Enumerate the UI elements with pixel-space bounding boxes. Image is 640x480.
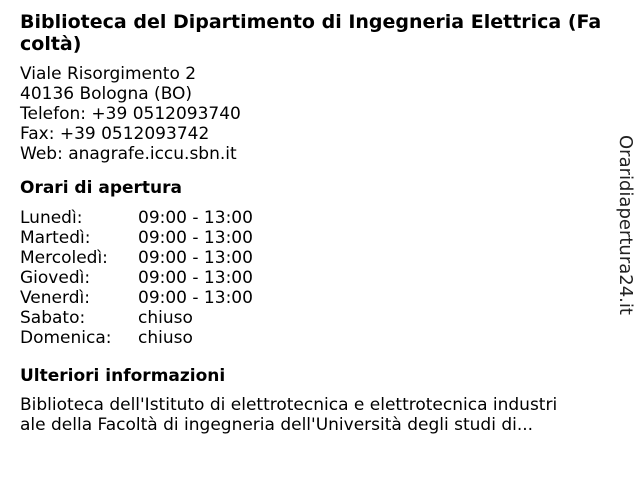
day-label: Martedì: (20, 228, 91, 248)
day-label: Lunedì: (20, 208, 83, 228)
hours-value: chiuso (138, 328, 193, 348)
day-label: Giovedì: (20, 268, 91, 288)
hours-row-monday (20, 208, 590, 228)
hours-row-sunday (20, 328, 590, 348)
day-label: Sabato: (20, 308, 86, 328)
hours-value: 09:00 - 13:00 (138, 228, 253, 248)
hours-value: 09:00 - 13:00 (138, 208, 253, 228)
opening-hours-table (20, 208, 590, 348)
day-label: Domenica: (20, 328, 112, 348)
site-watermark-text: Oraridiapertura24.it (615, 135, 636, 315)
hours-row-friday (20, 288, 590, 308)
day-label: Mercoledì: (20, 248, 108, 268)
further-info-heading: Ulteriori informazioni (20, 366, 226, 386)
library-card (20, 11, 602, 435)
day-label: Venerdì: (20, 288, 90, 308)
opening-hours-heading: Orari di apertura (20, 178, 182, 198)
phone-number: Telefon: +39 0512093740 (20, 104, 241, 124)
fax-number: Fax: +39 0512093742 (20, 124, 210, 144)
hours-row-saturday (20, 308, 590, 328)
hours-row-thursday (20, 268, 590, 288)
address-block (20, 64, 590, 164)
library-title: Biblioteca del Dipartimento di Ingegneria Elettrica (Facoltà) (20, 11, 602, 55)
hours-row-tuesday (20, 228, 590, 248)
hours-value: chiuso (138, 308, 193, 328)
address-city: 40136 Bologna (BO) (20, 84, 193, 104)
hours-value: 09:00 - 13:00 (138, 288, 253, 308)
address-street: Viale Risorgimento 2 (20, 64, 197, 84)
website-link[interactable]: Web: anagrafe.iccu.sbn.it (20, 144, 237, 164)
site-watermark (608, 135, 640, 315)
hours-value: 09:00 - 13:00 (138, 248, 253, 268)
hours-value: 09:00 - 13:00 (138, 268, 253, 288)
hours-row-wednesday (20, 248, 590, 268)
further-info-text: Biblioteca dell'Istituto di elettrotecnica e elettrotecnica industriale della Facoltà di ingegneria dell'Università degli studi di... (20, 395, 558, 435)
